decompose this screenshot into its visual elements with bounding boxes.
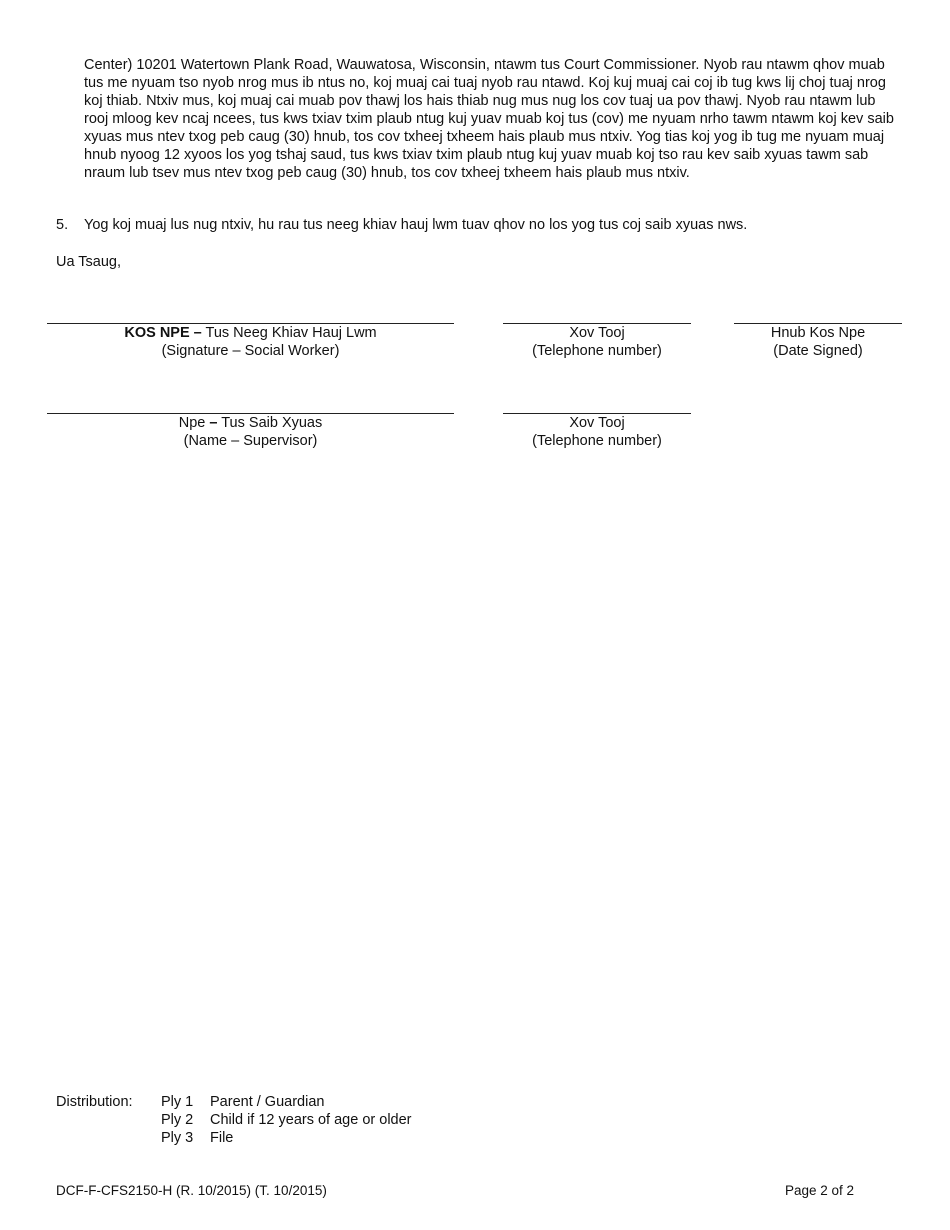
date-label: Hnub Kos Npe <box>770 325 866 341</box>
signature-english-label: (Signature – Social Worker) <box>161 343 340 359</box>
date-signed-field <box>734 323 902 360</box>
form-id: DCF-F-CFS2150-H (R. 10/2015) (T. 10/2015) <box>56 1183 327 1198</box>
ply-number: Ply 1 <box>161 1094 194 1110</box>
list-item-number: 5. <box>56 217 69 233</box>
paragraph-continuation: Center) 10201 Watertown Plank Road, Wauwatosa, Wisconsin, ntawm tus Court Commissioner. Nyob rau ntawm qhov muab tus me nyuam tso nyob nrog mus ib ntus no, koj muaj cai tuaj nyob rau ntawd. Koj kuj muaj cai coj ib tug kws lij choj tuaj nrog koj thiab. Ntxiv mus, koj muaj cai muab pov thawj los hais thiab nug mus nug los cov tuaj ua pov thawj. Nyob rau ntawm lub rooj mloog kev ncaj ncees, tus kws txiav txim plaub ntug kuj yuav muab koj tus (cov) me nyuam nrho tawm ntawm koj kev saib xyuas mus ntev txog peb caug (30) hnub, tos cov txheej txheem hais plaub mus ntxiv. Yog tias koj yog ib tug me nyuam muaj hnub nyoog 12 xyoos los yog tshaj saud, tus kws txiav txim plaub ntug kuj yuav muab koj tso rau kev saib xyuas tawm sab nraum lub tsev mus ntev txog peb caug (30) hnub, tos cov txheej txheem hais plaub mus ntxiv. <box>84 57 894 181</box>
signature-label-rest: Tus Neeg Khiav Hauj Lwm <box>201 325 377 341</box>
telephone-label: Xov Tooj <box>569 325 625 341</box>
list-item-text: Yog koj muaj lus nug ntxiv, hu rau tus neeg khiav hauj lwm tuav qhov no los yog tus coj saib xyuas nws. <box>84 217 748 233</box>
supervisor-english-label: (Name – Supervisor) <box>183 433 318 449</box>
supervisor-label <box>47 414 454 432</box>
ply-number: Ply 3 <box>161 1130 194 1146</box>
distribution-row <box>161 1093 561 1111</box>
supervisor-label-rest: Tus Saib Xyuas <box>217 415 323 431</box>
supervisor-label-dash: – <box>209 415 218 431</box>
telephone-field-1 <box>503 323 691 360</box>
signature-label <box>47 324 454 342</box>
closing-salutation: Ua Tsaug, <box>56 254 122 270</box>
supervisor-label-pre: Npe <box>178 415 210 431</box>
distribution-label: Distribution: <box>56 1094 133 1110</box>
telephone-label: Xov Tooj <box>569 415 625 431</box>
name-supervisor <box>47 413 454 450</box>
telephone-field-2 <box>503 413 691 450</box>
list-item-5 <box>56 216 916 234</box>
ply-number: Ply 2 <box>161 1112 194 1128</box>
ply-recipient: Parent / Guardian <box>210 1094 325 1110</box>
date-english-label: (Date Signed) <box>773 343 863 359</box>
distribution-row <box>161 1129 561 1147</box>
distribution-row <box>161 1111 561 1129</box>
signature-label-bold: KOS NPE – <box>124 325 202 341</box>
ply-recipient: Child if 12 years of age or older <box>210 1112 412 1128</box>
ply-recipient: File <box>210 1130 234 1146</box>
page-number: Page 2 of 2 <box>784 1183 854 1198</box>
telephone-english-label: (Telephone number) <box>532 433 662 449</box>
signature-social-worker <box>47 323 454 360</box>
telephone-english-label: (Telephone number) <box>532 343 662 359</box>
